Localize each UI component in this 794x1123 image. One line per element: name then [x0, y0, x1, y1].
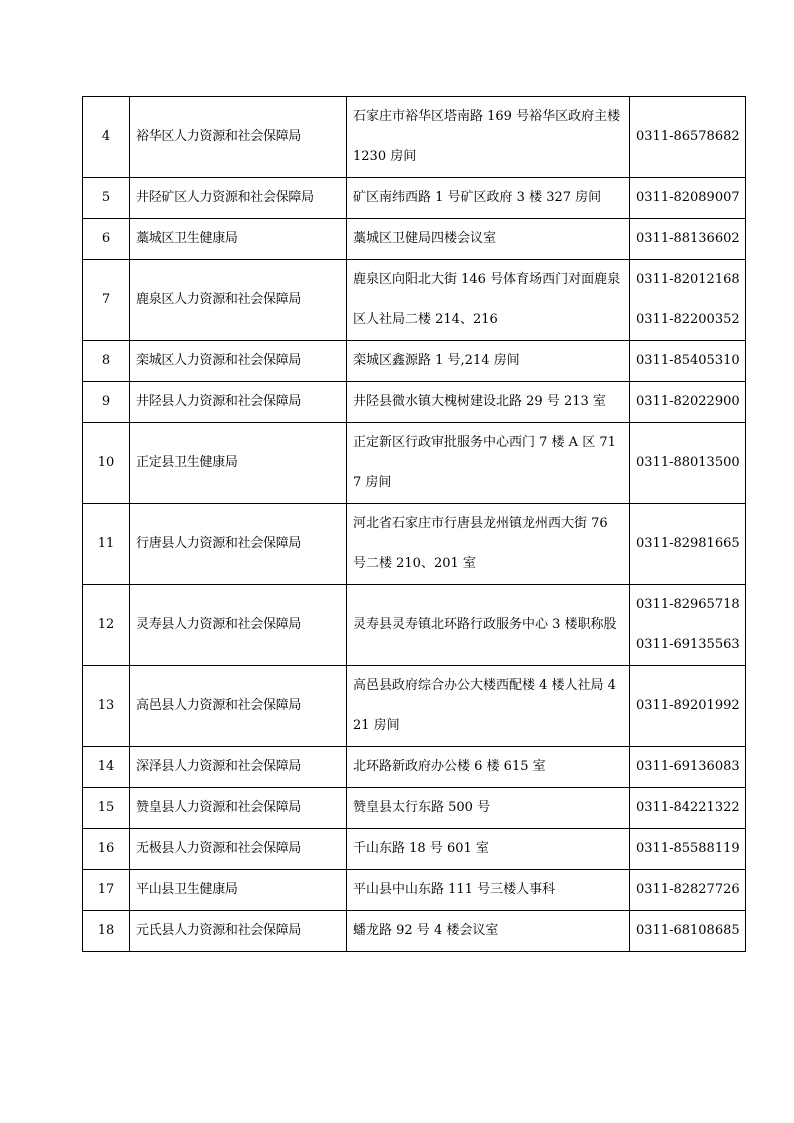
phone-number: 0311-85588119 [636, 841, 740, 856]
phone-cell [630, 666, 746, 747]
phone-number: 0311-88013500 [636, 455, 740, 470]
phone-number: 0311-82012168 [636, 272, 740, 287]
office-name: 高邑县人力资源和社会保障局 [130, 666, 347, 747]
office-contact-table [82, 96, 746, 952]
row-number: 5 [83, 178, 130, 219]
phone-cell [630, 423, 746, 504]
phone-cell [630, 829, 746, 870]
office-address: 藁城区卫健局四楼会议室 [347, 219, 630, 260]
table-row [83, 788, 746, 829]
table-row [83, 747, 746, 788]
phone-number: 0311-82965718 [636, 597, 740, 612]
table-row [83, 911, 746, 952]
table-row [83, 504, 746, 585]
office-address: 正定新区行政审批服务中心西门 7 楼 A 区 717 房间 [347, 423, 630, 504]
office-name: 行唐县人力资源和社会保障局 [130, 504, 347, 585]
phone-cell [630, 788, 746, 829]
phone-number: 0311-89201992 [636, 698, 740, 713]
table-row [83, 382, 746, 423]
office-address: 栾城区鑫源路 1 号,214 房间 [347, 341, 630, 382]
row-number: 12 [83, 585, 130, 666]
table-row [83, 178, 746, 219]
phone-cell [630, 382, 746, 423]
office-name: 平山县卫生健康局 [130, 870, 347, 911]
office-address: 千山东路 18 号 601 室 [347, 829, 630, 870]
table-body [83, 97, 746, 952]
phone-number: 0311-82827726 [636, 882, 740, 897]
row-number: 10 [83, 423, 130, 504]
office-address: 平山县中山东路 111 号三楼人事科 [347, 870, 630, 911]
table-row [83, 341, 746, 382]
phone-cell [630, 219, 746, 260]
phone-cell [630, 178, 746, 219]
row-number: 7 [83, 260, 130, 341]
row-number: 4 [83, 97, 130, 178]
phone-number: 0311-84221322 [636, 800, 740, 815]
table-row [83, 585, 746, 666]
phone-cell [630, 341, 746, 382]
office-address: 蟠龙路 92 号 4 楼会议室 [347, 911, 630, 952]
phone-number: 0311-82022900 [636, 394, 740, 409]
office-address: 北环路新政府办公楼 6 楼 615 室 [347, 747, 630, 788]
office-name: 深泽县人力资源和社会保障局 [130, 747, 347, 788]
row-number: 15 [83, 788, 130, 829]
office-name: 正定县卫生健康局 [130, 423, 347, 504]
office-name: 栾城区人力资源和社会保障局 [130, 341, 347, 382]
table-row [83, 666, 746, 747]
table-row [83, 829, 746, 870]
office-address: 鹿泉区向阳北大街 146 号体育场西门对面鹿泉区人社局二楼 214、216 [347, 260, 630, 341]
office-name: 灵寿县人力资源和社会保障局 [130, 585, 347, 666]
phone-cell [630, 97, 746, 178]
office-name: 鹿泉区人力资源和社会保障局 [130, 260, 347, 341]
office-address: 灵寿县灵寿镇北环路行政服务中心 3 楼职称股 [347, 585, 630, 666]
row-number: 13 [83, 666, 130, 747]
phone-number: 0311-86578682 [636, 129, 740, 144]
row-number: 18 [83, 911, 130, 952]
office-name: 藁城区卫生健康局 [130, 219, 347, 260]
office-address: 河北省石家庄市行唐县龙州镇龙州西大街 76 号二楼 210、201 室 [347, 504, 630, 585]
phone-number: 0311-85405310 [636, 353, 740, 368]
phone-number: 0311-69135563 [636, 637, 740, 652]
phone-number: 0311-68108685 [636, 923, 740, 938]
office-address: 矿区南纬西路 1 号矿区政府 3 楼 327 房间 [347, 178, 630, 219]
office-address: 赞皇县太行东路 500 号 [347, 788, 630, 829]
phone-cell [630, 911, 746, 952]
office-name: 元氏县人力资源和社会保障局 [130, 911, 347, 952]
table-row [83, 219, 746, 260]
office-address: 高邑县政府综合办公大楼西配楼 4 楼人社局 421 房间 [347, 666, 630, 747]
phone-cell [630, 747, 746, 788]
phone-cell [630, 585, 746, 666]
phone-number: 0311-82200352 [636, 312, 740, 327]
office-address: 石家庄市裕华区塔南路 169 号裕华区政府主楼 1230 房间 [347, 97, 630, 178]
phone-number: 0311-82089007 [636, 190, 740, 205]
row-number: 8 [83, 341, 130, 382]
office-address: 井陉县微水镇大槐树建设北路 29 号 213 室 [347, 382, 630, 423]
row-number: 11 [83, 504, 130, 585]
phone-cell [630, 504, 746, 585]
office-name: 井陉县人力资源和社会保障局 [130, 382, 347, 423]
table-row [83, 423, 746, 504]
office-name: 井陉矿区人力资源和社会保障局 [130, 178, 347, 219]
row-number: 6 [83, 219, 130, 260]
office-name: 赞皇县人力资源和社会保障局 [130, 788, 347, 829]
office-name: 无极县人力资源和社会保障局 [130, 829, 347, 870]
table-row [83, 97, 746, 178]
phone-cell [630, 870, 746, 911]
table-row [83, 260, 746, 341]
row-number: 14 [83, 747, 130, 788]
row-number: 17 [83, 870, 130, 911]
row-number: 16 [83, 829, 130, 870]
phone-number: 0311-82981665 [636, 536, 740, 551]
phone-number: 0311-88136602 [636, 231, 740, 246]
phone-number: 0311-69136083 [636, 759, 740, 774]
table-row [83, 870, 746, 911]
row-number: 9 [83, 382, 130, 423]
phone-cell [630, 260, 746, 341]
office-name: 裕华区人力资源和社会保障局 [130, 97, 347, 178]
